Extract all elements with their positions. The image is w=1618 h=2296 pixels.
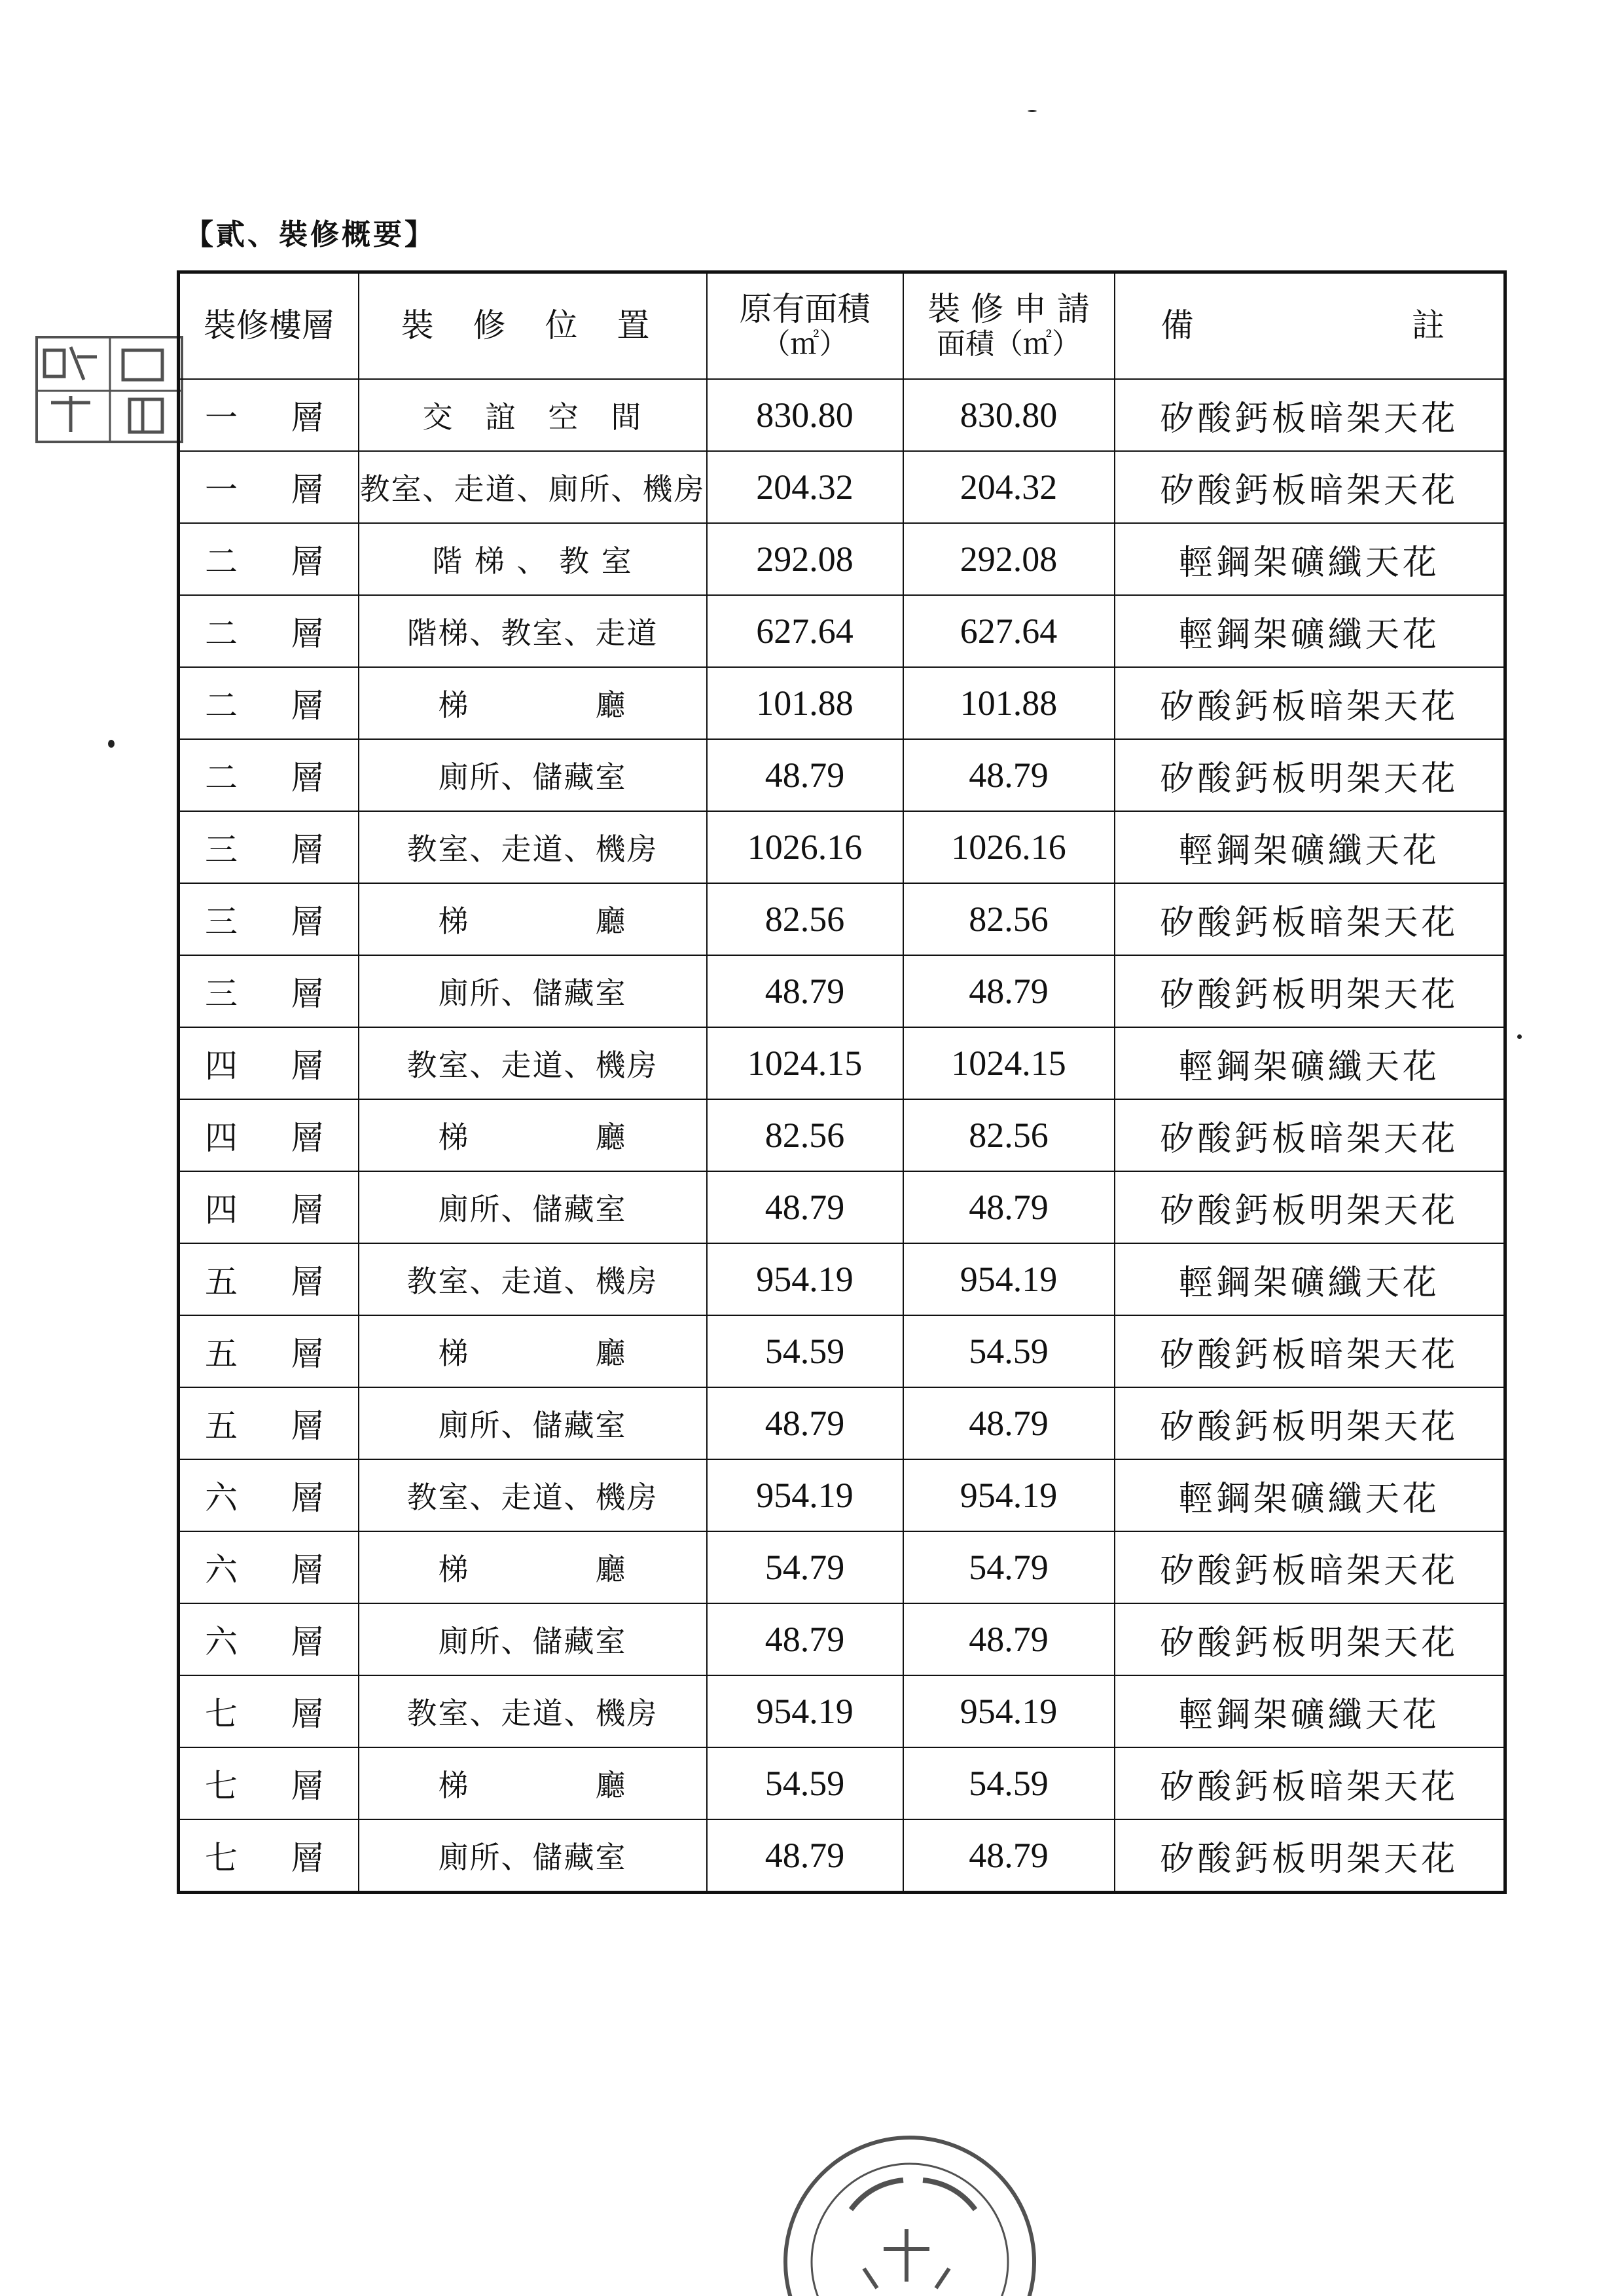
cell-floor: 六 層: [179, 1531, 359, 1603]
cell-applied-area: 48.79: [903, 1387, 1115, 1459]
cell-note: 矽酸鈣板明架天花: [1115, 1603, 1505, 1675]
cell-note: 輕鋼架礦纖天花: [1115, 523, 1505, 595]
cell-applied-area: 204.32: [903, 451, 1115, 523]
cell-location: 交 誼 空 間: [359, 379, 707, 451]
table-row: [179, 811, 1505, 883]
cell-original-area: 830.80: [707, 379, 903, 451]
cell-note: 輕鋼架礦纖天花: [1115, 595, 1505, 667]
cell-applied-area: 54.59: [903, 1315, 1115, 1387]
cell-location: 梯 廳: [359, 1315, 707, 1387]
cell-location: 階 梯 、 教 室: [359, 523, 707, 595]
table-row: [179, 1819, 1505, 1893]
seal-stamp-bottom: [772, 2098, 1047, 2296]
table-row: [179, 1675, 1505, 1747]
table-row: [179, 451, 1505, 523]
cell-original-area: 54.59: [707, 1315, 903, 1387]
cell-floor: 五 層: [179, 1243, 359, 1315]
cell-floor: 五 層: [179, 1387, 359, 1459]
cell-location: 廁所、儲藏室: [359, 955, 707, 1027]
cell-location: 教室、走道、機房: [359, 1675, 707, 1747]
cell-note: 矽酸鈣板暗架天花: [1115, 1531, 1505, 1603]
cell-applied-area: 48.79: [903, 1819, 1115, 1893]
cell-note: 輕鋼架礦纖天花: [1115, 1243, 1505, 1315]
header-original-area-line1: 原有面積: [739, 289, 871, 328]
cell-location: 教室、走道、機房: [359, 1027, 707, 1099]
table-row: [179, 1171, 1505, 1243]
cell-note: 矽酸鈣板暗架天花: [1115, 667, 1505, 739]
cell-location: 教室、走道、機房: [359, 1243, 707, 1315]
header-applied-area-line1: 裝 修 申 請: [927, 289, 1090, 328]
cell-note: 輕鋼架礦纖天花: [1115, 1459, 1505, 1531]
table-row: [179, 955, 1505, 1027]
cell-note: 矽酸鈣板暗架天花: [1115, 1315, 1505, 1387]
header-floor: 裝修樓層: [179, 272, 359, 380]
cell-floor: 四 層: [179, 1099, 359, 1171]
table-row: [179, 883, 1505, 955]
cell-original-area: 54.79: [707, 1531, 903, 1603]
table-body: [179, 379, 1505, 1893]
cell-floor: 一 層: [179, 379, 359, 451]
table-header-row: [179, 272, 1505, 380]
table-row: [179, 1603, 1505, 1675]
cell-location: 廁所、儲藏室: [359, 1387, 707, 1459]
cell-note: 矽酸鈣板明架天花: [1115, 1387, 1505, 1459]
cell-location: 廁所、儲藏室: [359, 1603, 707, 1675]
cell-note: 矽酸鈣板暗架天花: [1115, 451, 1505, 523]
cell-note: 輕鋼架礦纖天花: [1115, 1027, 1505, 1099]
cell-applied-area: 954.19: [903, 1459, 1115, 1531]
cell-applied-area: 101.88: [903, 667, 1115, 739]
cell-applied-area: 1024.15: [903, 1027, 1115, 1099]
cell-floor: 二 層: [179, 739, 359, 811]
header-note: 備 註: [1115, 272, 1505, 380]
section-title: 【貳、裝修概要】: [185, 218, 436, 251]
cell-floor: 三 層: [179, 955, 359, 1027]
cell-applied-area: 48.79: [903, 1171, 1115, 1243]
table-row: [179, 1027, 1505, 1099]
table-row: [179, 739, 1505, 811]
cell-applied-area: 48.79: [903, 1603, 1115, 1675]
cell-original-area: 48.79: [707, 1171, 903, 1243]
table-row: [179, 523, 1505, 595]
scan-speck: [108, 740, 115, 748]
cell-note: 輕鋼架礦纖天花: [1115, 811, 1505, 883]
cell-note: 矽酸鈣板明架天花: [1115, 955, 1505, 1027]
cell-location: 梯 廳: [359, 1747, 707, 1819]
scan-speck: [1028, 110, 1037, 112]
cell-location: 梯 廳: [359, 1531, 707, 1603]
cell-original-area: 48.79: [707, 1603, 903, 1675]
cell-note: 輕鋼架礦纖天花: [1115, 1675, 1505, 1747]
cell-floor: 四 層: [179, 1171, 359, 1243]
header-original-area-unit: （㎡）: [761, 327, 848, 361]
cell-floor: 六 層: [179, 1603, 359, 1675]
cell-original-area: 48.79: [707, 1819, 903, 1893]
table-row: [179, 1387, 1505, 1459]
cell-location: 教室、走道、廁所、機房: [359, 451, 707, 523]
cell-note: 矽酸鈣板暗架天花: [1115, 1099, 1505, 1171]
cell-note: 矽酸鈣板明架天花: [1115, 739, 1505, 811]
cell-original-area: 48.79: [707, 739, 903, 811]
cell-floor: 七 層: [179, 1819, 359, 1893]
renovation-summary-table-wrap: [177, 270, 1507, 1894]
cell-note: 矽酸鈣板暗架天花: [1115, 379, 1505, 451]
cell-applied-area: 54.79: [903, 1531, 1115, 1603]
cell-original-area: 1024.15: [707, 1027, 903, 1099]
cell-floor: 三 層: [179, 811, 359, 883]
cell-original-area: 204.32: [707, 451, 903, 523]
cell-applied-area: 830.80: [903, 379, 1115, 451]
cell-location: 梯 廳: [359, 1099, 707, 1171]
header-applied-area-unit: 面積（㎡）: [937, 327, 1081, 361]
cell-original-area: 82.56: [707, 1099, 903, 1171]
cell-floor: 二 層: [179, 523, 359, 595]
header-location: 裝 修 位 置: [359, 272, 707, 380]
cell-original-area: 954.19: [707, 1675, 903, 1747]
seal-stamp-left: [31, 331, 189, 448]
cell-applied-area: 954.19: [903, 1243, 1115, 1315]
cell-original-area: 82.56: [707, 883, 903, 955]
cell-original-area: 48.79: [707, 955, 903, 1027]
table-row: [179, 667, 1505, 739]
renovation-summary-table: [177, 270, 1507, 1894]
cell-floor: 七 層: [179, 1747, 359, 1819]
table-row: [179, 1099, 1505, 1171]
cell-applied-area: 82.56: [903, 883, 1115, 955]
cell-applied-area: 48.79: [903, 955, 1115, 1027]
cell-note: 矽酸鈣板暗架天花: [1115, 1747, 1505, 1819]
table-row: [179, 379, 1505, 451]
cell-floor: 七 層: [179, 1675, 359, 1747]
header-original-area: [707, 272, 903, 380]
table-row: [179, 1243, 1505, 1315]
cell-floor: 四 層: [179, 1027, 359, 1099]
header-applied-area: [903, 272, 1115, 380]
cell-location: 廁所、儲藏室: [359, 1171, 707, 1243]
cell-original-area: 954.19: [707, 1243, 903, 1315]
table-row: [179, 1747, 1505, 1819]
scan-speck: [1517, 1034, 1522, 1039]
cell-applied-area: 954.19: [903, 1675, 1115, 1747]
cell-floor: 五 層: [179, 1315, 359, 1387]
cell-applied-area: 48.79: [903, 739, 1115, 811]
cell-original-area: 292.08: [707, 523, 903, 595]
cell-original-area: 627.64: [707, 595, 903, 667]
cell-note: 矽酸鈣板明架天花: [1115, 1171, 1505, 1243]
table-row: [179, 1315, 1505, 1387]
cell-original-area: 54.59: [707, 1747, 903, 1819]
table-row: [179, 595, 1505, 667]
table-row: [179, 1459, 1505, 1531]
cell-applied-area: 54.59: [903, 1747, 1115, 1819]
cell-location: 梯 廳: [359, 883, 707, 955]
cell-original-area: 101.88: [707, 667, 903, 739]
cell-applied-area: 1026.16: [903, 811, 1115, 883]
cell-location: 教室、走道、機房: [359, 1459, 707, 1531]
cell-original-area: 954.19: [707, 1459, 903, 1531]
cell-applied-area: 82.56: [903, 1099, 1115, 1171]
cell-note: 矽酸鈣板明架天花: [1115, 1819, 1505, 1893]
cell-location: 廁所、儲藏室: [359, 739, 707, 811]
cell-location: 教室、走道、機房: [359, 811, 707, 883]
cell-applied-area: 292.08: [903, 523, 1115, 595]
cell-floor: 一 層: [179, 451, 359, 523]
cell-note: 矽酸鈣板暗架天花: [1115, 883, 1505, 955]
cell-floor: 三 層: [179, 883, 359, 955]
table-row: [179, 1531, 1505, 1603]
cell-applied-area: 627.64: [903, 595, 1115, 667]
cell-location: 廁所、儲藏室: [359, 1819, 707, 1893]
cell-original-area: 1026.16: [707, 811, 903, 883]
cell-location: 階梯、教室、走道: [359, 595, 707, 667]
cell-original-area: 48.79: [707, 1387, 903, 1459]
cell-floor: 六 層: [179, 1459, 359, 1531]
cell-floor: 二 層: [179, 667, 359, 739]
cell-floor: 二 層: [179, 595, 359, 667]
cell-location: 梯 廳: [359, 667, 707, 739]
